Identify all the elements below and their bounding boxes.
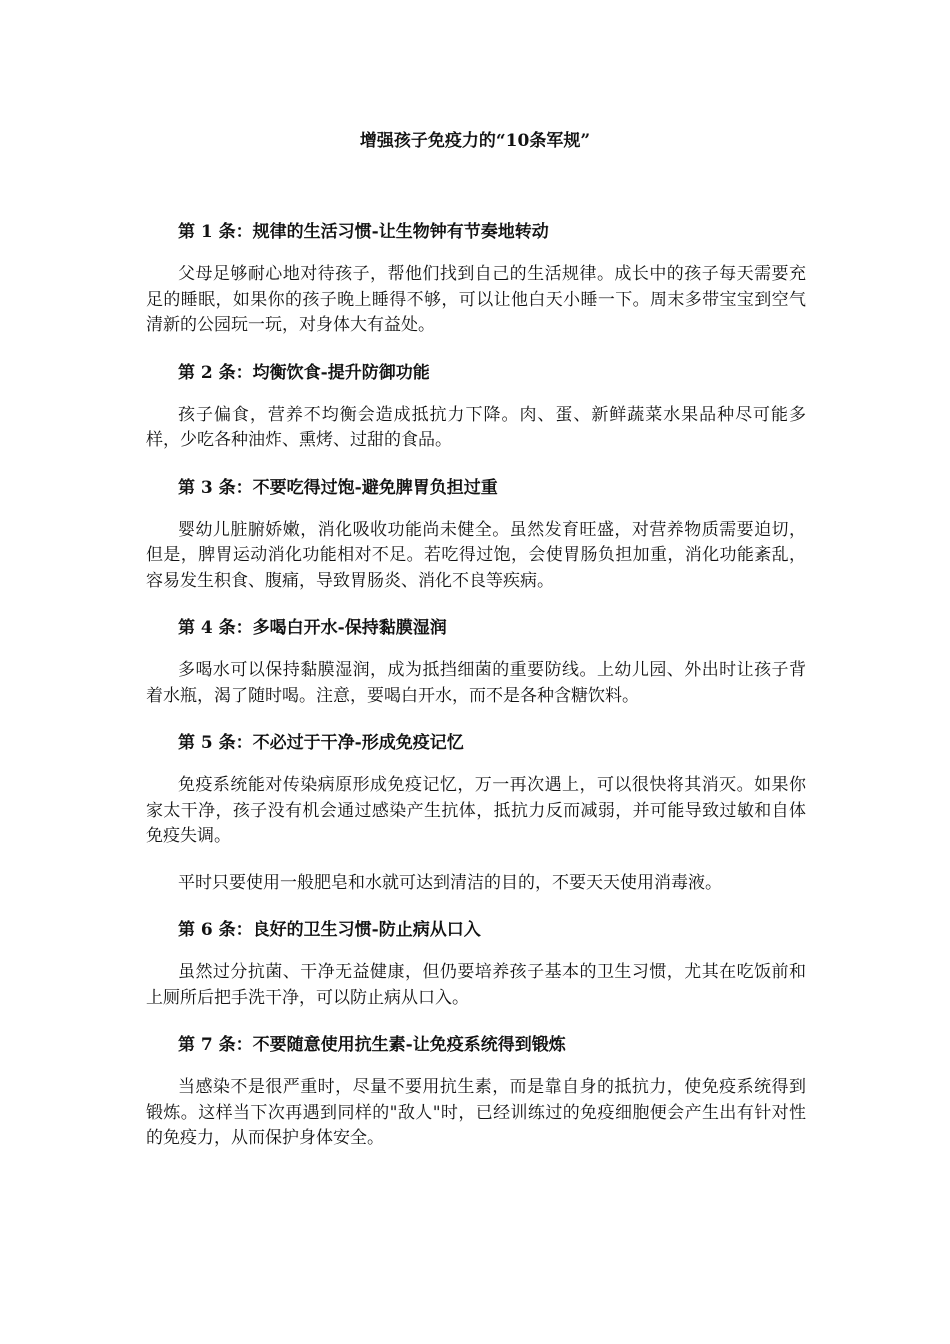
section-rule-6: [146, 917, 806, 1011]
section-paragraph: 婴幼儿脏腑娇嫩，消化吸收功能尚未健全。虽然发育旺盛，对营养物质需要迫切，但是，脾胃运动消化功能相对不足。若吃得过饱，会使胃肠负担加重，消化功能紊乱，容易发生积食、腹痛，导致胃肠炎、消化不良等疾病。: [146, 519, 806, 591]
section-paragraph: 免疫系统能对传染病原形成免疫记忆，万一再次遇上，可以很快将其消灭。如果你家太干净，孩子没有机会通过感染产生抗体，抵抗力反而减弱，并可能导致过敏和自体免疫失调。: [146, 775, 806, 846]
section-paragraph: 多喝水可以保持黏膜湿润，成为抵挡细菌的重要防线。上幼儿园、外出时让孩子背着水瓶，渴了随时喝。注意，要喝白开水，而不是各种含糖饮料。: [146, 660, 806, 706]
section-paragraph: 孩子偏食，营养不均衡会造成抵抗力下降。肉、蛋、新鲜蔬菜水果品种尽可能多样，少吃各种油炸、熏烤、过甜的食品。: [146, 404, 806, 450]
section-heading: 第 1 条：规律的生活习惯-让生物钟有节奏地转动: [178, 222, 549, 242]
section-heading: 第 3 条：不要吃得过饱-避免脾胃负担过重: [178, 477, 498, 498]
section-paragraph: 父母足够耐心地对待孩子，帮他们找到自己的生活规律。成长中的孩子每天需要充足的睡眠，如果你的孩子晚上睡得不够，可以让他白天小睡一下。周末多带宝宝到空气清新的公园玩一玩，对身体大有益处。: [146, 264, 806, 335]
section-rule-3: [146, 475, 806, 595]
document-body: [146, 219, 806, 1173]
section-paragraph: 当感染不是很严重时，尽量不要用抗生素，而是靠自身的抵抗力，使免疫系统得到锻炼。这样当下次再遇到同样的"敌人"时，已经训练过的免疫细胞便会产生出有针对性的免疫力，从而保护身体安全。: [146, 1077, 806, 1148]
section-paragraph: 虽然过分抗菌、干净无益健康，但仍要培养孩子基本的卫生习惯，尤其在吃饭前和上厕所后把手洗干净，可以防止病从口入。: [146, 962, 806, 1008]
document-title: 增强孩子免疫力的“10条军规”: [359, 131, 591, 151]
section-heading: 第 6 条：良好的卫生习惯-防止病从口入: [178, 920, 481, 940]
section-rule-1: [146, 219, 806, 339]
section-paragraph: 平时只要使用一般肥皂和水就可达到清洁的目的，不要天天使用消毒液。: [178, 872, 722, 893]
section-rule-2: [146, 360, 806, 454]
section-heading: 第 4 条：多喝白开水-保持黏膜湿润: [178, 618, 447, 638]
section-heading: 第 5 条：不必过于干净-形成免疫记忆: [178, 733, 464, 753]
section-rule-4: [146, 615, 806, 709]
section-heading: 第 2 条：均衡饮食-提升防御功能: [178, 362, 430, 383]
section-heading: 第 7 条：不要随意使用抗生素-让免疫系统得到锻炼: [178, 1035, 566, 1055]
section-rule-7: [146, 1032, 806, 1152]
section-rule-5: [146, 730, 806, 896]
